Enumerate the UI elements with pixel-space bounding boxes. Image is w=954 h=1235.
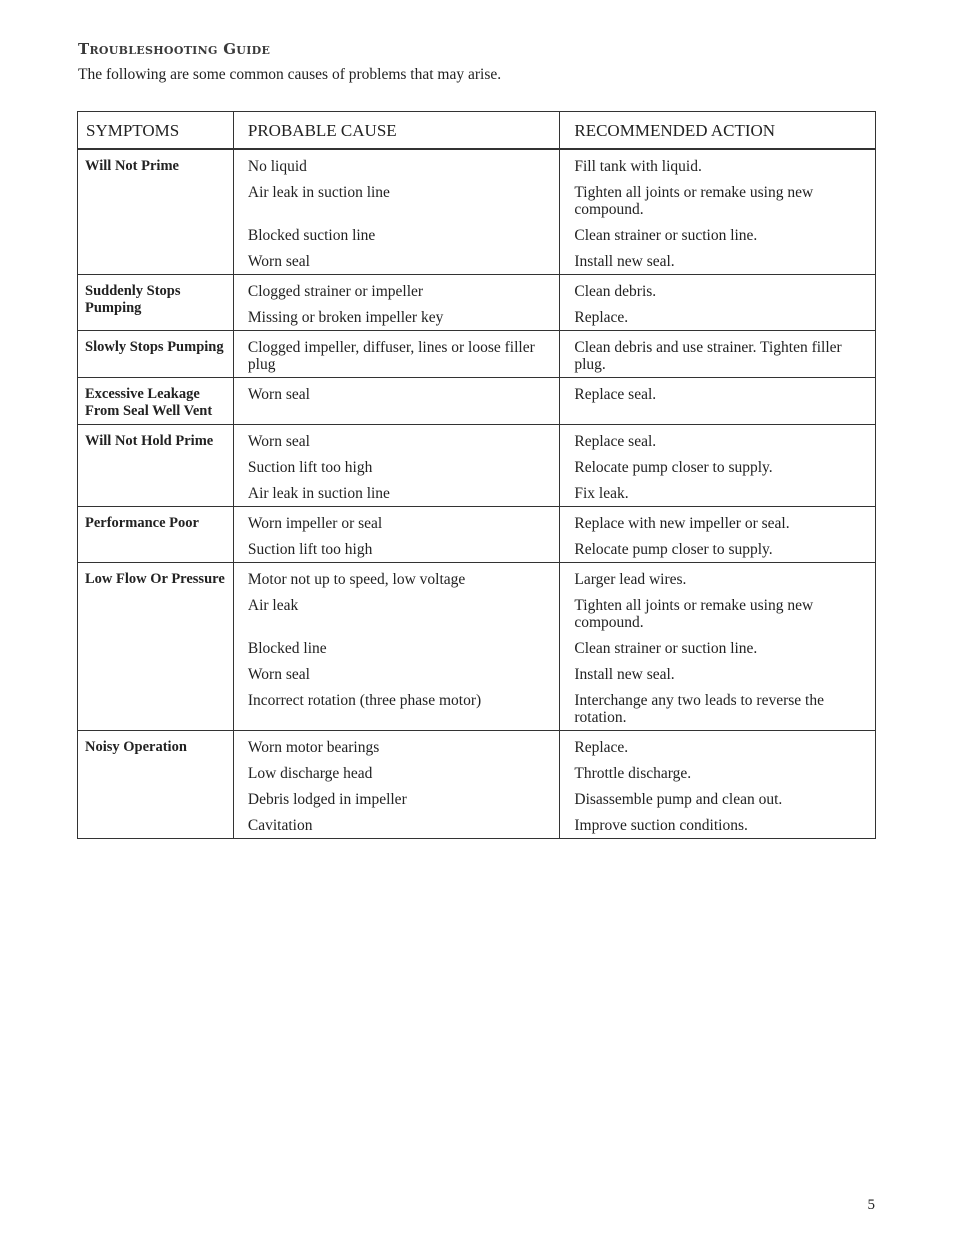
action-text: Clean debris. bbox=[574, 283, 657, 300]
cause-cell bbox=[233, 378, 559, 425]
action-cell bbox=[560, 275, 876, 331]
action-cell bbox=[560, 149, 876, 275]
table-row bbox=[78, 563, 876, 731]
table-row bbox=[78, 378, 876, 425]
cause-text: Worn impeller or seal bbox=[247, 515, 383, 532]
action-text: Clean strainer or suction line. bbox=[574, 227, 758, 244]
symptom-cell: Suddenly Stops Pumping bbox=[78, 275, 234, 331]
cause-text: Debris lodged in impeller bbox=[247, 791, 407, 808]
header-recommended-action: RECOMMENDED ACTION bbox=[560, 112, 876, 150]
action-text: Replace. bbox=[574, 739, 629, 756]
cause-text: Clogged impeller, diffuser, lines or loose filler plug bbox=[247, 339, 535, 373]
symptom-cell: Will Not Prime bbox=[78, 149, 234, 275]
page-heading: Troubleshooting Guide bbox=[78, 40, 271, 58]
table-row bbox=[78, 331, 876, 378]
action-text: Improve suction conditions. bbox=[574, 817, 748, 834]
cause-text: Suction lift too high bbox=[247, 541, 373, 558]
action-cell bbox=[560, 731, 876, 839]
cause-text: Worn seal bbox=[247, 253, 310, 270]
action-cell bbox=[560, 378, 876, 425]
action-text: Replace seal. bbox=[574, 386, 657, 403]
action-text: Relocate pump closer to supply. bbox=[574, 459, 773, 476]
symptom-cell: Performance Poor bbox=[78, 507, 234, 563]
action-text: Replace. bbox=[574, 309, 629, 326]
action-cell bbox=[560, 507, 876, 563]
action-text: Throttle discharge. bbox=[574, 765, 692, 782]
cause-text: Worn seal bbox=[247, 433, 310, 450]
cause-text: Suction lift too high bbox=[247, 459, 373, 476]
action-text: Fix leak. bbox=[574, 485, 629, 502]
cause-cell bbox=[233, 275, 559, 331]
action-text: Disassemble pump and clean out. bbox=[574, 791, 783, 808]
cause-cell bbox=[233, 331, 559, 378]
action-text: Fill tank with liquid. bbox=[574, 158, 702, 175]
cause-text: Motor not up to speed, low voltage bbox=[247, 571, 466, 588]
cause-text: Air leak in suction line bbox=[247, 485, 390, 502]
header-probable-cause: PROBABLE CAUSE bbox=[233, 112, 559, 150]
action-text: Replace seal. bbox=[574, 433, 657, 450]
action-cell bbox=[560, 331, 876, 378]
table-row bbox=[78, 507, 876, 563]
action-text: Clean strainer or suction line. bbox=[574, 640, 758, 657]
table-header-row bbox=[78, 112, 876, 150]
symptom-cell: Excessive Leakage From Seal Well Vent bbox=[78, 378, 234, 425]
table-row bbox=[78, 275, 876, 331]
cause-text: Incorrect rotation (three phase motor) bbox=[247, 692, 482, 709]
cause-text: No liquid bbox=[247, 158, 307, 175]
cause-text: Worn seal bbox=[247, 386, 310, 403]
action-text: Tighten all joints or remake using new compound. bbox=[574, 184, 814, 218]
action-cell bbox=[560, 425, 876, 507]
cause-text: Missing or broken impeller key bbox=[247, 309, 444, 326]
header-symptoms: SYMPTOMS bbox=[78, 112, 234, 150]
action-cell bbox=[560, 563, 876, 731]
symptom-cell: Will Not Hold Prime bbox=[78, 425, 234, 507]
table-body bbox=[78, 149, 876, 839]
symptom-cell: Slowly Stops Pumping bbox=[78, 331, 234, 378]
cause-text: Cavitation bbox=[247, 817, 313, 834]
symptom-cell: Low Flow Or Pressure bbox=[78, 563, 234, 731]
action-text: Larger lead wires. bbox=[574, 571, 687, 588]
cause-text: Blocked suction line bbox=[247, 227, 376, 244]
cause-text: Worn motor bearings bbox=[247, 739, 380, 756]
action-text: Install new seal. bbox=[574, 666, 675, 683]
page-number: 5 bbox=[867, 1197, 875, 1213]
action-text: Replace with new impeller or seal. bbox=[574, 515, 790, 532]
cause-text: Blocked line bbox=[247, 640, 327, 657]
table-row bbox=[78, 149, 876, 275]
action-text: Clean debris and use strainer. Tighten filler plug. bbox=[574, 339, 842, 373]
cause-text: Air leak bbox=[247, 597, 299, 614]
cause-cell bbox=[233, 425, 559, 507]
cause-cell bbox=[233, 507, 559, 563]
cause-text: Air leak in suction line bbox=[247, 184, 390, 201]
symptom-cell: Noisy Operation bbox=[78, 731, 234, 839]
action-text: Relocate pump closer to supply. bbox=[574, 541, 773, 558]
cause-text: Worn seal bbox=[247, 666, 310, 683]
action-text: Interchange any two leads to reverse the rotation. bbox=[574, 692, 824, 726]
cause-text: Clogged strainer or impeller bbox=[247, 283, 424, 300]
cause-text: Low discharge head bbox=[247, 765, 373, 782]
cause-cell bbox=[233, 149, 559, 275]
table-row bbox=[78, 731, 876, 839]
cause-cell bbox=[233, 731, 559, 839]
action-text: Install new seal. bbox=[574, 253, 675, 270]
intro-text: The following are some common causes of problems that may arise. bbox=[78, 66, 502, 83]
table-row bbox=[78, 425, 876, 507]
troubleshooting-table bbox=[77, 111, 876, 839]
cause-cell bbox=[233, 563, 559, 731]
action-text: Tighten all joints or remake using new compound. bbox=[574, 597, 814, 631]
